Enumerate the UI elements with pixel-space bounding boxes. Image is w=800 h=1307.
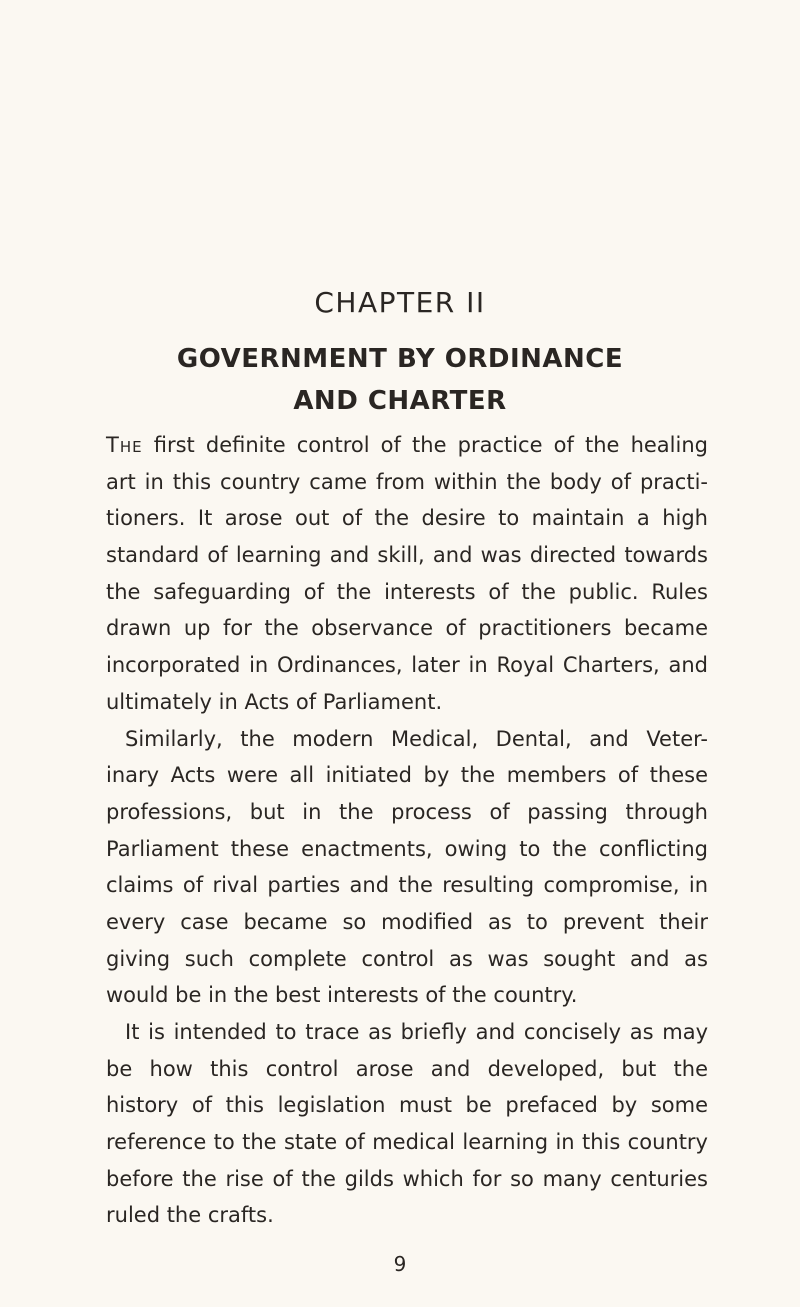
text-line: giving such complete control as was sought and as — [106, 946, 708, 971]
text-line: Parliament these enactments, owing to the conflicting — [106, 836, 708, 861]
text-line: Similarly, the modern Medical, Dental, and Veter- — [125, 726, 708, 751]
body-text — [106, 427, 708, 1234]
chapter-label: CHAPTER II — [314, 286, 486, 319]
page-number: 9 — [393, 1252, 407, 1276]
text-line: would be in the best interests of the country. — [106, 983, 578, 1008]
text-line: drawn up for the observance of practitioners became — [106, 616, 708, 641]
chapter-title-line-1: GOVERNMENT BY ORDINANCE — [176, 344, 624, 374]
text-line: the safeguarding of the interests of the public. Rules — [106, 579, 708, 604]
text-line: standard of learning and skill, and was directed towards — [106, 543, 708, 568]
text-line: incorporated in Ordinances, later in Royal Charters, and — [106, 653, 708, 678]
text-line: The first definite control of the practice of the healing — [106, 433, 708, 457]
text-line: every case became so modified as to prevent their — [106, 909, 708, 934]
opening-word: The — [106, 433, 143, 457]
text-line: be how this control arose and developed, but the — [106, 1056, 708, 1081]
text-line: art in this country came from within the body of practi- — [106, 469, 708, 494]
chapter-title — [0, 338, 800, 422]
text-line: It is intended to trace as briefly and concisely as may — [125, 1020, 708, 1044]
text-line: claims of rival parties and the resulting compromise, in — [106, 873, 708, 898]
chapter-title-line-2: AND CHARTER — [293, 386, 507, 416]
text-line: tioners. It arose out of the desire to maintain a high — [106, 506, 708, 531]
text-line: inary Acts were all initiated by the members of these — [106, 763, 708, 788]
text-line: ultimately in Acts of Parliament. — [106, 689, 443, 714]
text-line: before the rise of the gilds which for so many centuries — [106, 1166, 708, 1191]
text-line: ruled the crafts. — [106, 1203, 274, 1228]
text-line: professions, but in the process of passing through — [106, 799, 708, 824]
text-line: history of this legislation must be prefaced by some — [106, 1093, 708, 1118]
text-line: reference to the state of medical learning in this country — [106, 1130, 708, 1155]
